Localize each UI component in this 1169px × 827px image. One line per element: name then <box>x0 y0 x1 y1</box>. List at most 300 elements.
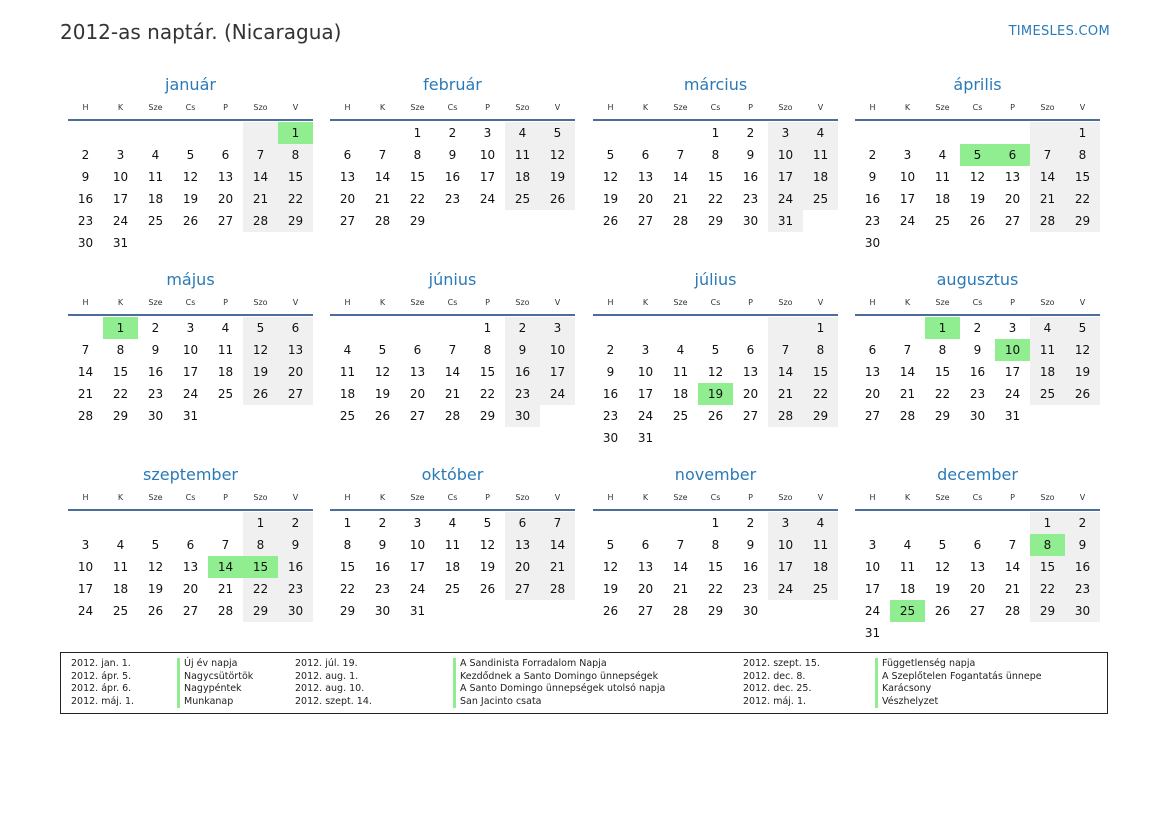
day-cell: 29 <box>479 409 496 423</box>
weekday-label: P <box>485 493 490 502</box>
holiday-day-cell: 8 <box>1030 534 1065 556</box>
legend-dates-col-2 <box>295 658 372 708</box>
day-cell: 11 <box>1030 339 1065 361</box>
day-cell: 2 <box>746 126 755 140</box>
weekday-label: Szo <box>515 298 530 307</box>
day-cell: 16 <box>505 361 540 383</box>
day-cell: 13 <box>217 170 234 184</box>
legend-date: 2012. szept. 14. <box>295 695 372 707</box>
day-cell: 13 <box>182 560 199 574</box>
legend-name: A Szeplőtelen Fogantatás ünnepe <box>875 671 1042 684</box>
day-cell: 13 <box>969 560 986 574</box>
day-cell: 5 <box>1065 317 1100 339</box>
day-cell: 30 <box>505 405 540 427</box>
day-cell: 30 <box>969 409 986 423</box>
day-cell: 24 <box>899 214 916 228</box>
day-cell: 26 <box>969 214 986 228</box>
day-cell: 6 <box>746 343 755 357</box>
day-cell: 26 <box>243 383 278 405</box>
day-cell: 13 <box>637 170 654 184</box>
day-cell: 19 <box>969 192 986 206</box>
day-cell: 21 <box>672 582 689 596</box>
day-empty <box>890 122 925 144</box>
weekday-label: Cs <box>185 298 196 307</box>
weekday-label: Sze <box>410 493 425 502</box>
day-empty <box>995 622 1030 644</box>
day-cell: 18 <box>505 166 540 188</box>
weekday-header <box>593 101 838 121</box>
holiday-day-cell: 1 <box>278 122 313 144</box>
day-cell: 30 <box>77 236 94 250</box>
weekday-label: H <box>344 103 351 112</box>
day-cell: 15 <box>479 365 496 379</box>
day-cell: 14 <box>1004 560 1021 574</box>
weekday-label: P <box>748 298 753 307</box>
day-cell: 10 <box>768 144 803 166</box>
day-cell: 14 <box>243 166 278 188</box>
day-cell: 27 <box>339 214 356 228</box>
day-cell: 9 <box>868 170 877 184</box>
day-cell: 11 <box>803 144 838 166</box>
weekday-label: Szo <box>1040 103 1055 112</box>
day-empty <box>173 512 208 534</box>
day-cell: 1 <box>413 126 422 140</box>
day-cell: 19 <box>934 582 951 596</box>
day-cell: 30 <box>864 236 881 250</box>
day-cell: 15 <box>1030 556 1065 578</box>
day-cell: 15 <box>278 166 313 188</box>
day-cell: 4 <box>448 516 457 530</box>
day-empty <box>103 122 138 144</box>
day-cell: 19 <box>147 582 164 596</box>
day-cell: 7 <box>1008 538 1017 552</box>
day-cell: 11 <box>339 365 356 379</box>
day-cell: 19 <box>243 361 278 383</box>
day-cell: 24 <box>479 192 496 206</box>
day-cell: 26 <box>374 409 391 423</box>
day-cell: 14 <box>77 365 94 379</box>
day-empty <box>628 122 663 144</box>
day-cell: 17 <box>540 361 575 383</box>
weekday-label: V <box>292 493 299 502</box>
day-cell: 3 <box>768 512 803 534</box>
brand-link[interactable]: TIMESLES.COM <box>1008 24 1110 39</box>
day-cell: 10 <box>77 560 94 574</box>
day-cell: 28 <box>374 214 391 228</box>
day-cell: 22 <box>112 387 129 401</box>
day-cell: 17 <box>1004 365 1021 379</box>
day-cell: 1 <box>243 512 278 534</box>
day-cell: 30 <box>374 604 391 618</box>
day-cell: 29 <box>112 409 129 423</box>
day-cell: 17 <box>864 582 881 596</box>
day-cell: 10 <box>899 170 916 184</box>
day-cell: 10 <box>768 534 803 556</box>
day-cell: 2 <box>1065 512 1100 534</box>
weekday-label: Szo <box>253 493 268 502</box>
weekday-label: Szo <box>253 103 268 112</box>
day-cell: 5 <box>483 516 492 530</box>
day-cell: 10 <box>409 538 426 552</box>
day-cell: 28 <box>243 210 278 232</box>
day-cell: 1 <box>803 317 838 339</box>
day-cell: 5 <box>606 148 615 162</box>
day-cell: 30 <box>278 600 313 622</box>
weekday-label: H <box>82 493 89 502</box>
weekday-label: Cs <box>447 493 458 502</box>
day-cell: 7 <box>768 339 803 361</box>
day-empty <box>925 622 960 644</box>
day-empty <box>663 122 698 144</box>
day-cell: 25 <box>339 409 356 423</box>
day-cell: 2 <box>973 321 982 335</box>
day-empty <box>960 122 995 144</box>
day-cell: 21 <box>1030 188 1065 210</box>
month-title: november <box>674 465 757 484</box>
day-grid <box>330 512 575 622</box>
page-title: 2012-as naptár. (Nicaragua) <box>60 20 342 44</box>
weekday-label: P <box>748 103 753 112</box>
day-cell: 18 <box>934 192 951 206</box>
day-cell: 16 <box>278 556 313 578</box>
day-empty <box>435 600 470 622</box>
month-title: szeptember <box>142 465 238 484</box>
weekday-label: V <box>554 298 561 307</box>
day-cell: 5 <box>243 317 278 339</box>
day-cell: 21 <box>1004 582 1021 596</box>
weekday-label: Szo <box>515 493 530 502</box>
day-empty <box>803 600 838 622</box>
day-cell: 19 <box>602 192 619 206</box>
day-cell: 8 <box>243 534 278 556</box>
day-cell: 3 <box>868 538 877 552</box>
day-cell: 28 <box>217 604 234 618</box>
weekday-label: K <box>117 103 124 112</box>
day-cell: 11 <box>505 144 540 166</box>
day-cell: 11 <box>934 170 951 184</box>
weekday-label: Sze <box>410 103 425 112</box>
legend-name: A Sandinista Forradalom Napja <box>453 658 665 671</box>
day-cell: 26 <box>147 604 164 618</box>
day-cell: 6 <box>186 538 195 552</box>
day-cell: 12 <box>147 560 164 574</box>
day-cell: 23 <box>147 387 164 401</box>
day-cell: 17 <box>768 556 803 578</box>
day-cell: 3 <box>768 122 803 144</box>
day-cell: 22 <box>707 582 724 596</box>
day-cell: 15 <box>934 365 951 379</box>
day-cell: 12 <box>1065 339 1100 361</box>
day-cell: 21 <box>899 387 916 401</box>
weekday-label: V <box>554 493 561 502</box>
day-cell: 3 <box>413 516 422 530</box>
day-cell: 24 <box>864 604 881 618</box>
day-cell: 5 <box>938 538 947 552</box>
day-empty <box>1065 622 1100 644</box>
day-cell: 21 <box>374 192 391 206</box>
day-cell: 20 <box>1004 192 1021 206</box>
day-cell: 20 <box>505 556 540 578</box>
day-empty <box>960 622 995 644</box>
weekday-label: Sze <box>935 493 950 502</box>
day-empty <box>628 317 663 339</box>
legend-name: Függetlenség napja <box>875 658 1042 671</box>
day-cell: 8 <box>413 148 422 162</box>
day-cell: 12 <box>934 560 951 574</box>
day-cell: 10 <box>479 148 496 162</box>
weekday-label: Szo <box>778 103 793 112</box>
month-title: július <box>694 270 737 289</box>
day-cell: 25 <box>672 409 689 423</box>
day-cell: 25 <box>147 214 164 228</box>
weekday-label: Sze <box>673 493 688 502</box>
day-cell: 2 <box>868 148 877 162</box>
day-cell: 4 <box>343 343 352 357</box>
day-cell: 26 <box>182 214 199 228</box>
weekday-label: P <box>223 298 228 307</box>
day-cell: 13 <box>505 534 540 556</box>
day-cell: 28 <box>540 578 575 600</box>
day-cell: 19 <box>1065 361 1100 383</box>
weekday-label: V <box>817 493 824 502</box>
day-cell: 29 <box>339 604 356 618</box>
weekday-label: K <box>642 493 649 502</box>
day-cell: 21 <box>217 582 234 596</box>
legend-date: 2012. aug. 10. <box>295 683 365 695</box>
weekday-label: Cs <box>710 493 721 502</box>
day-cell: 9 <box>81 170 90 184</box>
day-empty <box>1030 622 1065 644</box>
day-cell: 15 <box>707 170 724 184</box>
day-cell: 7 <box>221 538 230 552</box>
weekday-label: Szo <box>1040 493 1055 502</box>
day-cell: 11 <box>147 170 164 184</box>
day-cell: 23 <box>742 582 759 596</box>
day-cell: 16 <box>742 170 759 184</box>
day-cell: 23 <box>374 582 391 596</box>
day-cell: 6 <box>505 512 540 534</box>
day-empty <box>593 317 628 339</box>
weekday-label: Cs <box>185 493 196 502</box>
day-cell: 17 <box>899 192 916 206</box>
day-cell: 9 <box>378 538 387 552</box>
weekday-label: P <box>485 298 490 307</box>
day-cell: 19 <box>602 582 619 596</box>
day-cell: 27 <box>182 604 199 618</box>
day-cell: 28 <box>672 604 689 618</box>
day-cell: 4 <box>676 343 685 357</box>
day-cell: 25 <box>934 214 951 228</box>
day-cell: 21 <box>243 188 278 210</box>
legend-name: Új év napja <box>177 658 253 671</box>
day-empty <box>330 122 365 144</box>
weekday-label: Szo <box>515 103 530 112</box>
day-empty <box>698 317 733 339</box>
day-empty <box>925 512 960 534</box>
day-cell: 27 <box>637 214 654 228</box>
legend-dates-col-3 <box>743 658 820 708</box>
day-cell: 2 <box>746 516 755 530</box>
day-grid <box>855 512 1100 644</box>
day-cell: 14 <box>1030 166 1065 188</box>
weekday-label: V <box>817 103 824 112</box>
day-cell: 9 <box>606 365 615 379</box>
day-cell: 7 <box>903 343 912 357</box>
day-cell: 24 <box>182 387 199 401</box>
holiday-day-cell: 5 <box>960 144 995 166</box>
day-cell: 3 <box>1008 321 1017 335</box>
day-cell: 25 <box>505 188 540 210</box>
day-cell: 7 <box>676 148 685 162</box>
weekday-label: Sze <box>148 298 163 307</box>
day-cell: 2 <box>151 321 160 335</box>
day-cell: 1 <box>711 126 720 140</box>
day-cell: 21 <box>444 387 461 401</box>
weekday-label: H <box>82 298 89 307</box>
month-title: december <box>937 465 1018 484</box>
legend-name: Kezdődnek a Santo Domingo ünnepségek <box>453 671 665 684</box>
day-empty <box>365 122 400 144</box>
day-cell: 16 <box>1065 556 1100 578</box>
weekday-header <box>855 491 1100 511</box>
day-cell: 3 <box>641 343 650 357</box>
day-cell: 4 <box>505 122 540 144</box>
day-cell: 30 <box>1065 600 1100 622</box>
day-cell: 20 <box>742 387 759 401</box>
legend-name: Nagypéntek <box>177 683 253 696</box>
month-title: január <box>165 75 216 94</box>
day-cell: 9 <box>151 343 160 357</box>
day-cell: 9 <box>1065 534 1100 556</box>
weekday-label: V <box>1079 298 1086 307</box>
day-cell: 30 <box>742 214 759 228</box>
weekday-header <box>330 491 575 511</box>
weekday-label: H <box>82 103 89 112</box>
day-cell: 26 <box>602 214 619 228</box>
weekday-header <box>68 296 313 316</box>
day-cell: 4 <box>116 538 125 552</box>
day-empty <box>138 122 173 144</box>
day-cell: 9 <box>973 343 982 357</box>
day-cell: 12 <box>602 560 619 574</box>
day-cell: 18 <box>672 387 689 401</box>
day-cell: 12 <box>540 144 575 166</box>
weekday-label: H <box>607 103 614 112</box>
day-cell: 20 <box>182 582 199 596</box>
day-empty <box>330 317 365 339</box>
day-cell: 8 <box>711 538 720 552</box>
day-cell: 22 <box>934 387 951 401</box>
legend-date: 2012. aug. 1. <box>295 670 359 682</box>
legend-date: 2012. ápr. 6. <box>71 683 132 695</box>
day-empty <box>593 512 628 534</box>
day-cell: 18 <box>1030 361 1065 383</box>
holiday-legend <box>60 652 1108 714</box>
weekday-label: H <box>869 298 876 307</box>
weekday-label: H <box>869 103 876 112</box>
day-cell: 22 <box>803 383 838 405</box>
day-cell: 28 <box>1030 210 1065 232</box>
day-empty <box>855 317 890 339</box>
day-cell: 10 <box>112 170 129 184</box>
day-cell: 5 <box>606 538 615 552</box>
day-cell: 8 <box>278 144 313 166</box>
weekday-label: K <box>904 298 911 307</box>
day-cell: 6 <box>868 343 877 357</box>
weekday-label: Szo <box>253 298 268 307</box>
day-empty <box>1030 122 1065 144</box>
holiday-day-cell: 6 <box>995 144 1030 166</box>
day-cell: 2 <box>278 512 313 534</box>
day-cell: 26 <box>934 604 951 618</box>
day-cell: 18 <box>217 365 234 379</box>
day-empty <box>208 512 243 534</box>
day-cell: 4 <box>903 538 912 552</box>
day-cell: 11 <box>112 560 129 574</box>
day-empty <box>365 317 400 339</box>
month-szeptember <box>68 390 313 622</box>
weekday-header <box>855 296 1100 316</box>
day-cell: 15 <box>409 170 426 184</box>
day-empty <box>173 122 208 144</box>
weekday-label: K <box>379 298 386 307</box>
day-cell: 24 <box>77 604 94 618</box>
day-empty <box>138 512 173 534</box>
weekday-label: Sze <box>410 298 425 307</box>
day-cell: 8 <box>116 343 125 357</box>
day-empty <box>890 622 925 644</box>
legend-name: Karácsony <box>875 683 1042 696</box>
day-cell: 28 <box>444 409 461 423</box>
day-cell: 27 <box>969 604 986 618</box>
day-cell: 29 <box>409 214 426 228</box>
day-cell: 17 <box>77 582 94 596</box>
day-cell: 13 <box>278 339 313 361</box>
weekday-label: K <box>642 298 649 307</box>
day-cell: 12 <box>707 365 724 379</box>
legend-name: Munkanap <box>177 696 253 709</box>
day-empty <box>435 317 470 339</box>
weekday-label: Cs <box>710 103 721 112</box>
legend-date: 2012. szept. 15. <box>743 658 820 669</box>
day-cell: 13 <box>339 170 356 184</box>
day-empty <box>890 512 925 534</box>
weekday-label: H <box>607 493 614 502</box>
weekday-label: P <box>485 103 490 112</box>
legend-name: San Jacinto csata <box>453 696 665 709</box>
day-empty <box>400 317 435 339</box>
day-cell: 5 <box>151 538 160 552</box>
day-cell: 24 <box>1004 387 1021 401</box>
day-cell: 13 <box>1004 170 1021 184</box>
weekday-header <box>330 101 575 121</box>
month-title: április <box>953 75 1002 94</box>
day-cell: 22 <box>1065 188 1100 210</box>
day-cell: 8 <box>483 343 492 357</box>
weekday-label: K <box>379 493 386 502</box>
day-cell: 31 <box>864 626 881 640</box>
day-cell: 20 <box>339 192 356 206</box>
weekday-header <box>68 491 313 511</box>
day-cell: 17 <box>112 192 129 206</box>
day-cell: 16 <box>602 387 619 401</box>
weekday-label: K <box>379 103 386 112</box>
weekday-label: V <box>554 103 561 112</box>
month-október <box>330 390 575 622</box>
day-cell: 31 <box>409 604 426 618</box>
day-empty <box>663 317 698 339</box>
day-cell: 30 <box>147 409 164 423</box>
